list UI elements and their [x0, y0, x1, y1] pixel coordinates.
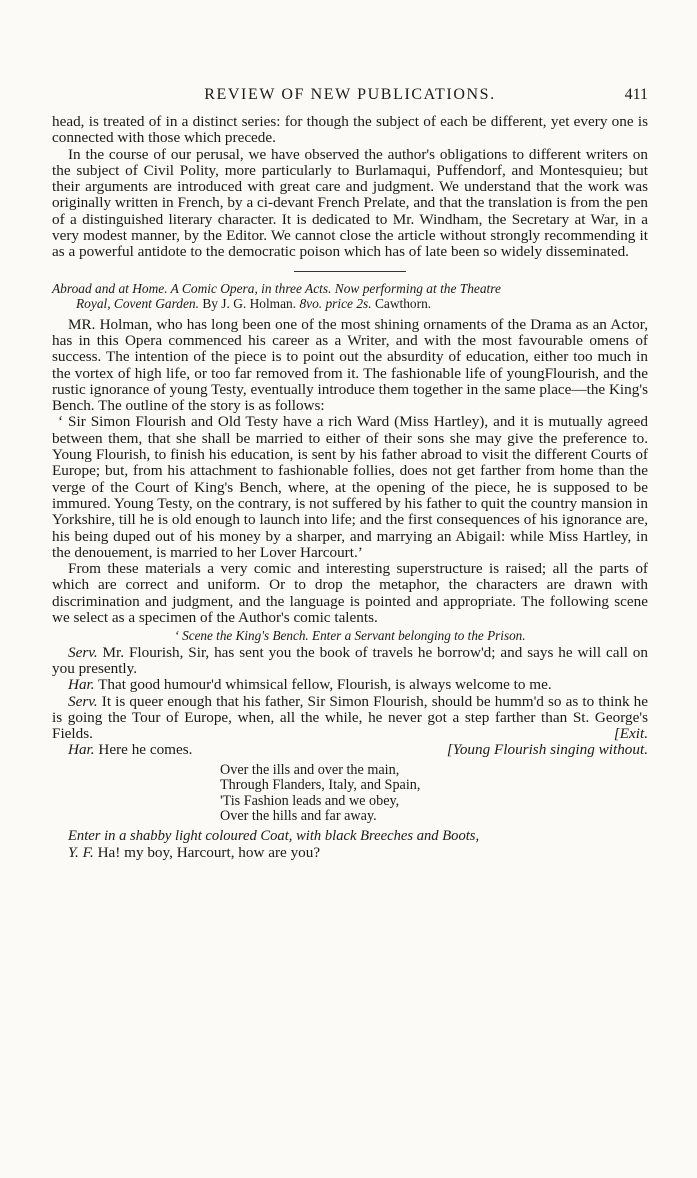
speech-har-1: That good humour'd whimsical fellow, Flourish, is always welcome to me.	[98, 676, 552, 694]
entry-title-line: Abroad and at Home. A Comic Opera, in three Acts. Now performing at the Theatre	[52, 280, 501, 296]
dialogue-harcourt-1	[52, 677, 648, 693]
review-assessment: From these materials a very comic and interesting superstructure is raised; all the parts of which are correct and uniform. Or to drop the metaphor, the characters are drawn with discrimination and judgment, and the language is pointed and appropriate. The following scene we select as a specimen of the Author's comic talents.	[52, 560, 648, 627]
stage-direction-enter: Enter in a shabby light coloured Coat, with black Breeches and Boots,	[68, 828, 480, 845]
dialogue-servant-2	[52, 694, 648, 743]
speaker-serv: Serv.	[68, 643, 98, 661]
running-title: REVIEW OF NEW PUBLICATIONS.	[204, 86, 496, 103]
page-body	[52, 114, 648, 861]
paragraph-continuation: head, is treated of in a distinct series: for though the subject of each be different, yet every one is connected with those which precede.	[52, 113, 648, 147]
speech-serv-2: It is queer enough that his father, Sir Simon Flourish, should be humm'd so as to think he is going the Tour of Europe, when, all the while, he never got a step farther than St. George's Fields.	[52, 692, 648, 743]
paragraph-conclusion: In the course of our perusal, we have observed the author's obligations to different writers on the subject of Civil Polity, more particularly to Burlamaqui, Puffendorf, and Montesquieu; but their arguments are introduced with great care and judgment. We understand that the work was originally written in French, by a ci-devant French Prelate, and that the translation is from the pen of a distinguished literary character. It is dedicated to Mr. Windham, the Secretary at War, in a very modest manner, by the Editor. We cannot close the article without strongly recommending it as a powerful antidote to the democratic poison which has of late been so widely disseminated.	[52, 145, 648, 261]
speaker-har-2: Har.	[68, 741, 95, 759]
speaker-yf: Y. F.	[68, 843, 94, 861]
speech-har-2: Here he comes.	[98, 741, 193, 759]
stage-direction-singing: [Young Flourish singing without.	[446, 741, 648, 759]
dialogue-harcourt-2	[52, 742, 648, 758]
stage-direction-exit: [Exit.	[613, 725, 648, 743]
speech-yf: Ha! my boy, Harcourt, how are you?	[97, 843, 321, 861]
dialogue-servant-1	[52, 645, 648, 678]
song-verse	[220, 763, 648, 825]
review-intro: MR. Holman, who has long been one of the most shining ornaments of the Drama as an Actor, has in this Opera commenced his career as a Writer, and with the most favourable omens of success. The intention of the piece is to point out the absurdity of education, either too much in the vortex of high life, or too far removed from it. The fashionable life of youngFlourish, and the rustic ignorance of young Testy, eventually introduce them together in the same place—the King's Bench. The outline of the story is as follows:	[52, 315, 648, 415]
entry-imprint-line	[52, 296, 648, 312]
verse-line: Through Flanders, Italy, and Spain,	[220, 777, 421, 794]
running-header	[52, 86, 648, 108]
verse-line: Over the ills and over the main,	[220, 761, 400, 778]
scene-heading: ‘ Scene the King's Bench. Enter a Servant belonging to the Prison.	[174, 628, 526, 644]
publication-entry	[52, 281, 648, 312]
section-divider	[294, 271, 406, 272]
speaker-har: Har.	[68, 676, 95, 694]
page-number: 411	[624, 86, 648, 103]
verse-line: 'Tis Fashion leads and we obey,	[220, 792, 400, 809]
entry-theatre: Royal, Covent Garden.	[76, 296, 199, 312]
entry-price: 8vo. price 2s.	[299, 296, 372, 312]
entry-author: By J. G. Holman.	[202, 296, 297, 312]
speech-serv-1: Mr. Flourish, Sir, has sent you the book of travels he borrow'd; and says he will call on you presently.	[52, 643, 648, 677]
dialogue-young-flourish	[52, 845, 648, 861]
speaker-serv-2: Serv.	[68, 692, 98, 710]
entry-publisher: Cawthorn.	[374, 296, 432, 312]
verse-line: Over the hills and far away.	[220, 807, 377, 824]
review-plot-summary: ‘ Sir Simon Flourish and Old Testy have a rich Ward (Miss Hartley), and it is mutually agreed between them, that she shall be married to either of their sons she may give the preference to. Young Flourish, to finish his education, is sent by his father abroad to visit the different Courts of Europe; but, from his attachment to fashionable follies, does not get farther from home than the verge of the Court of King's Bench, where, at the opening of the piece, he is supposed to be immured. Young Testy, on the contrary, is not suffered by his father to quit the country mansion in Yorkshire, till he is old enough to launch into life; and the first consequences of his ignorance are, his being duped out of his money by a sharper, and marrying an Abigail: while Miss Hartley, in the denouement, is married to her Lover Harcourt.’	[52, 413, 648, 561]
